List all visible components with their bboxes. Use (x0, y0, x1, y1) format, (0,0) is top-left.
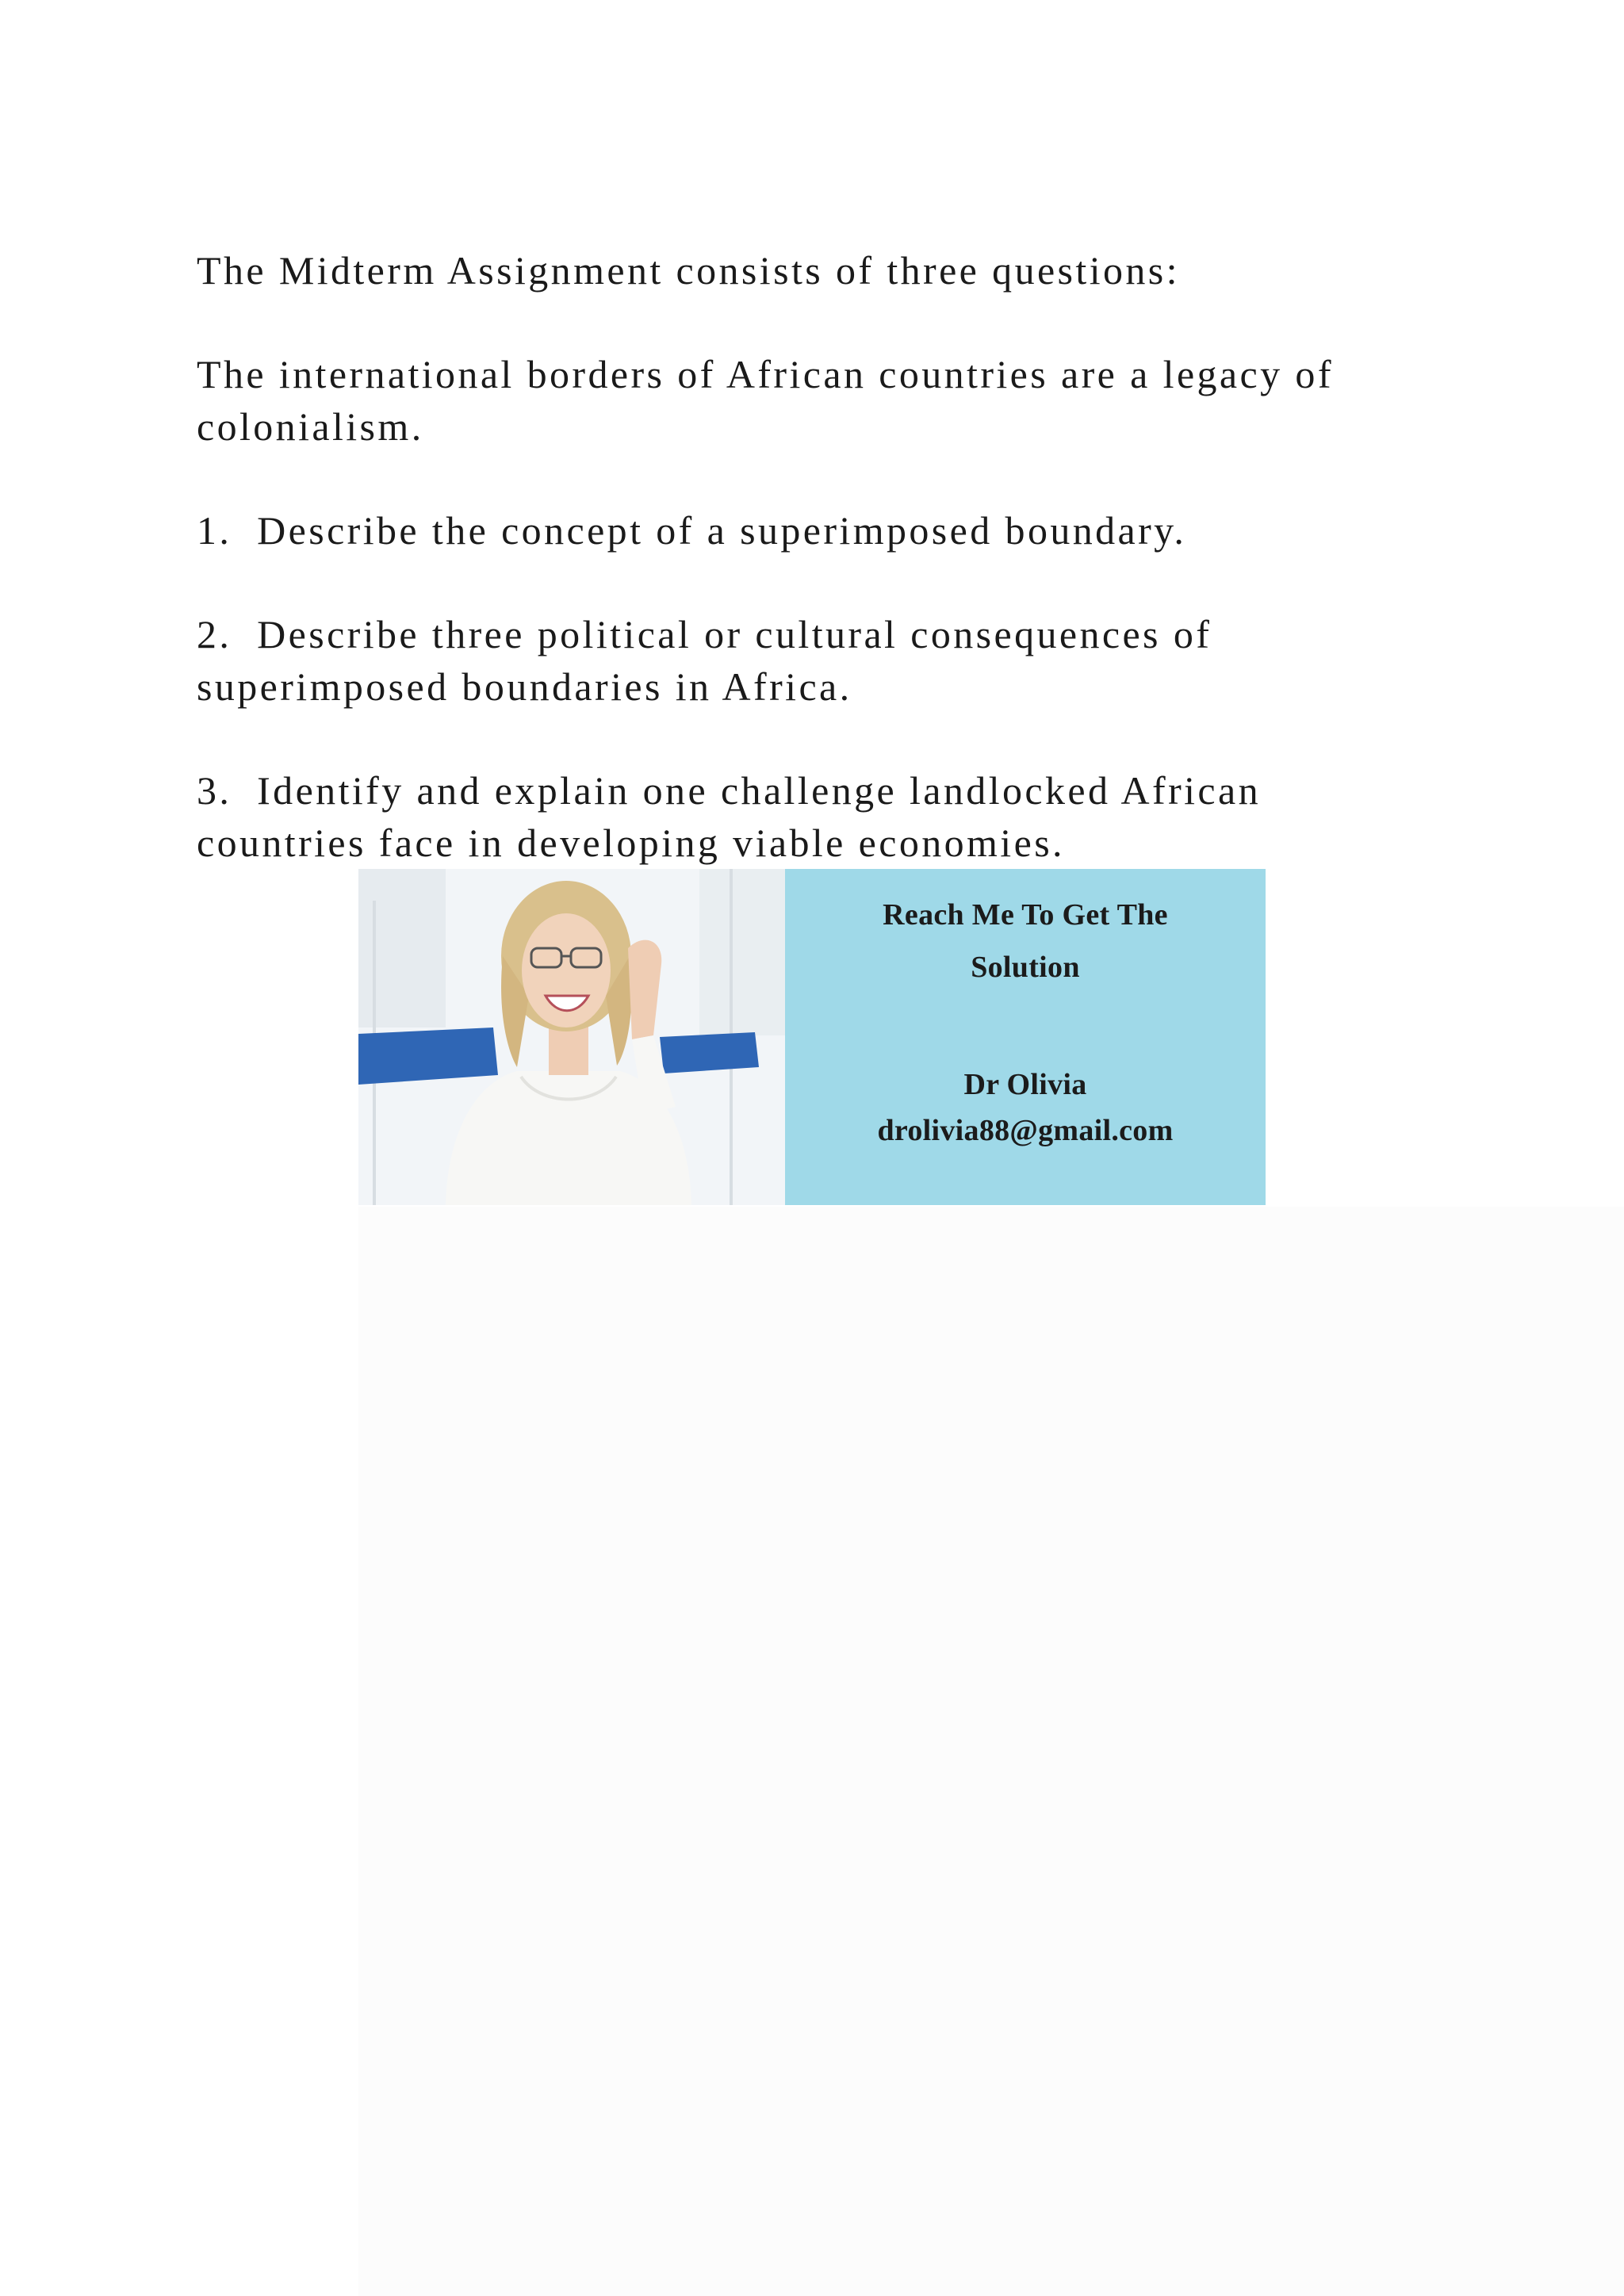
question-number: 1. (197, 508, 232, 553)
question-number: 3. (197, 768, 232, 813)
question-2 (197, 608, 1434, 713)
contact-banner (358, 869, 1266, 1205)
question-text: Describe the concept of a superimposed boundary. (257, 508, 1187, 553)
assignment-intro: The Midterm Assignment consists of three questions: (197, 248, 1180, 293)
page-background-region (358, 1207, 1624, 2296)
question-number: 2. (197, 612, 232, 656)
card-headline-2: Solution (971, 951, 1080, 984)
question-text: Identify and explain one challenge landlocked African countries face in developing viable economies. (197, 768, 1261, 865)
question-1 (197, 504, 1434, 557)
assignment-premise: The international borders of African countries are a legacy of colonialism. (197, 352, 1334, 449)
question-text: Describe three political or cultural consequences of superimposed boundaries in Africa. (197, 612, 1212, 709)
contact-name: Dr Olivia (963, 1068, 1087, 1101)
contact-email[interactable]: drolivia88@gmail.com (877, 1114, 1174, 1147)
smiling-woman-photo-icon (358, 869, 785, 1205)
card-headline: Reach Me To Get The (883, 898, 1168, 932)
contact-card (785, 869, 1266, 1205)
question-3 (197, 764, 1434, 869)
